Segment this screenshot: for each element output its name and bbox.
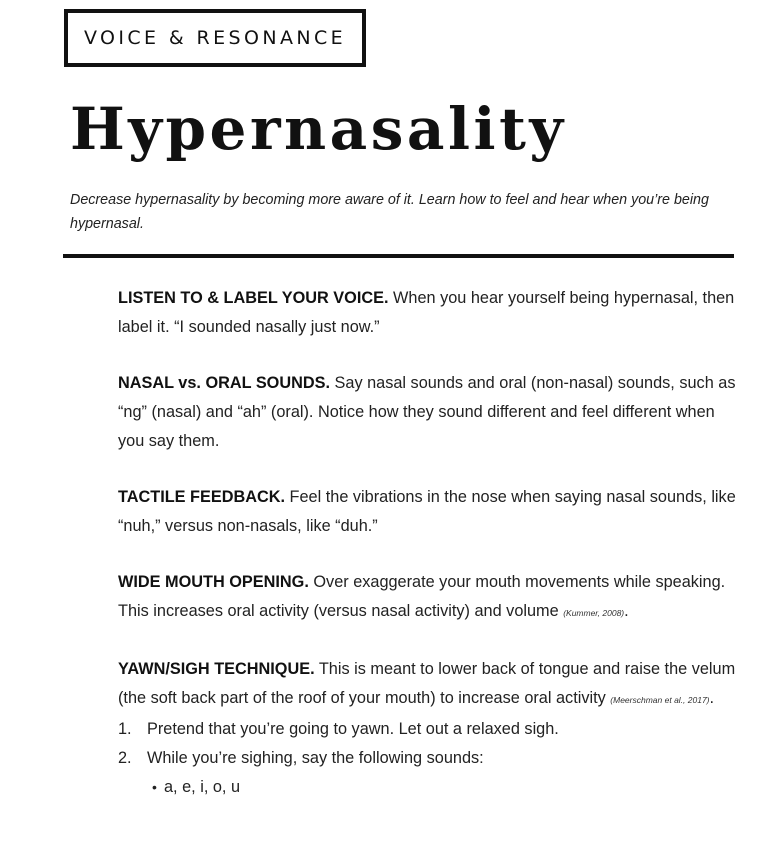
tip-body: Say nasal sounds and oral (non-nasal) sounds, such as “ng” (nasal) and “ah” (oral). Notice how they sound different and feel different when you say them. <box>118 374 736 450</box>
bullet-item <box>152 773 738 802</box>
tip-nasal-oral <box>118 369 738 456</box>
page-subtitle: Decrease hypernasality by becoming more aware of it. Learn how to feel and hear when you’re being hypernasal. <box>70 192 709 232</box>
tip-listen-label <box>118 284 738 342</box>
step-item <box>118 715 738 744</box>
tip-body: When you hear yourself being hypernasal, then label it. “I sounded nasally just now.” <box>118 289 735 336</box>
step-text: While you’re sighing, say the following sounds: <box>147 749 484 767</box>
tip-heading: NASAL vs. ORAL SOUNDS. <box>118 374 330 392</box>
tip-heading: YAWN/SIGH TECHNIQUE. <box>118 660 315 678</box>
tip-heading: TACTILE FEEDBACK. <box>118 488 286 506</box>
step-text: Pretend that you’re going to yawn. Let out a relaxed sigh. <box>147 720 559 738</box>
section-divider <box>63 254 734 258</box>
tip-end: . <box>624 602 629 620</box>
step-item <box>118 744 738 773</box>
page-title: Hypernasality <box>70 95 567 163</box>
tip-wide-mouth <box>118 568 738 628</box>
tip-body: Feel the vibrations in the nose when saying nasal sounds, like “nuh,” versus non-nasals, like “duh.” <box>118 488 736 535</box>
tip-body: This is meant to lower back of tongue and raise the velum (the soft back part of the roof of your mouth) to increase oral activity <box>118 660 736 707</box>
section-tag-box <box>64 9 366 67</box>
section-tag: VOICE & RESONANCE <box>83 27 347 49</box>
tip-body: Over exaggerate your mouth movements while speaking. This increases oral activity (versus nasal activity) and volume <box>118 573 726 620</box>
yawn-steps-list <box>118 715 738 773</box>
tip-heading: LISTEN TO & LABEL YOUR VOICE. <box>118 289 389 307</box>
tip-end: . <box>709 689 715 707</box>
citation: (Meerschman et al., 2017) <box>610 695 710 705</box>
bullet-dot-icon: • <box>152 779 157 795</box>
tip-tactile-feedback <box>118 483 738 541</box>
vowel-bullets <box>118 773 738 802</box>
tip-yawn-sigh <box>118 655 738 715</box>
bullet-text: a, e, i, o, u <box>164 778 241 796</box>
citation: (Kummer, 2008) <box>563 608 625 618</box>
step-number: 1. <box>118 720 132 738</box>
step-number: 2. <box>118 749 132 767</box>
tip-heading: WIDE MOUTH OPENING. <box>118 573 309 591</box>
tips-list <box>118 284 738 802</box>
